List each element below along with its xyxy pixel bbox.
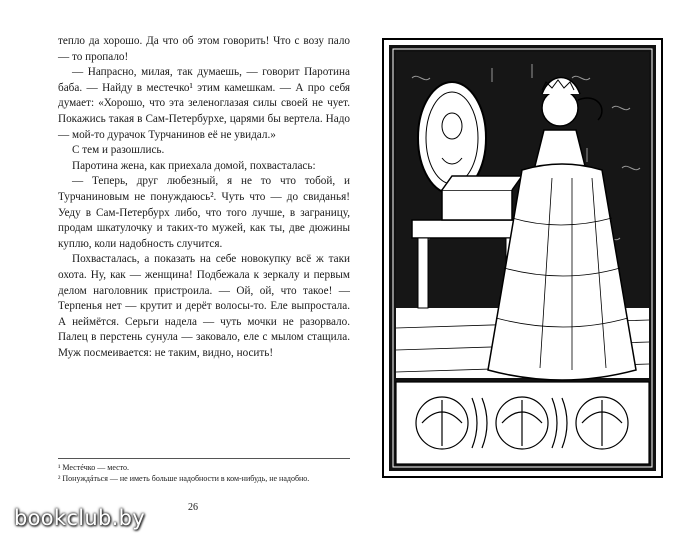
- paragraph: Паротина жена, как приехала домой, похвасталась:: [72, 159, 316, 172]
- illustration-woman-at-mirror: [382, 38, 663, 478]
- footnote: ² Понуждáться — не иметь больше надобности в ком-нибудь, не надобно.: [58, 474, 310, 483]
- paragraph: тепло да хорошо. Да что об этом говорить! Что с возу пало — то пропало!: [58, 35, 350, 63]
- paragraph: Похвасталась, а показать на себе новокупку всё ж таки охота. Ну, как — женщина! Подбежала к зеркалу и первым делом наголовник пристроила. — Ой, ой, что такое! — Терпенья нет — крутит и дерёт волосы-то. Еле выпростала. А неймётся. Серьги надела — чуть мочки не разорвало. Палец в перстень сунула — заковало, еле с мылом стащила. Муж посмеивается: не таким, видно, носить!: [58, 253, 350, 359]
- page-number: 26: [188, 502, 198, 513]
- watermark-logo: bookclub.by: [14, 506, 145, 530]
- paragraph: С тем и разошлись.: [72, 144, 165, 157]
- footnotes: [58, 458, 350, 484]
- footnote: ¹ Местéчко — место.: [58, 463, 130, 472]
- left-page-text: [58, 34, 350, 361]
- paragraph: — Напрасно, милая, так думаешь, — говорит Паротина баба. — Найду в местечко¹ этим камешкам. — А про себя думает: «Хорошо, что эта зеленоглазая силы своей не чует. Покажись такая в Сам-Петербурхе, царями бы вертела. Надо — мой-то дурачок Турчанинов её не увидал.»: [58, 66, 350, 141]
- paragraph: — Теперь, друг любезный, я не то что тобой, и Турчаниновым не понуждаюсь². Чуть что — до свиданья! Уеду в Сам-Петербурх либо, что того лучше, в заграницу, продам шкатулочку и таких-то мужей, как ты, две дюжины куплю, коли надобность случится.: [58, 175, 350, 250]
